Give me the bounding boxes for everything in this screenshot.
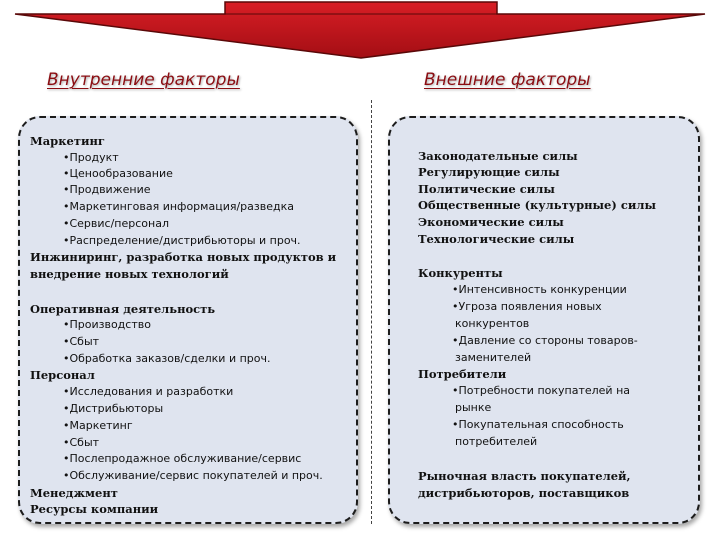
- list-item: •Продукт: [63, 151, 119, 164]
- list-item: •Маркетинг: [63, 419, 133, 432]
- external-factors-title: Внешние факторы: [424, 70, 591, 90]
- list-heading: Общественные (культурные) силы: [418, 198, 656, 212]
- list-item: •Маркетинговая информация/разведка: [63, 200, 294, 213]
- list-heading: внедрение новых технологий: [30, 267, 229, 281]
- list-item: •Обслуживание/сервис покупателей и проч.: [63, 469, 323, 482]
- list-heading: дистрибьюторов, поставщиков: [418, 486, 630, 500]
- list-heading: Конкуренты: [418, 266, 503, 280]
- list-heading: Ресурсы компании: [30, 502, 159, 516]
- list-heading: Политические силы: [418, 182, 555, 196]
- list-heading: Регулирующие силы: [418, 165, 560, 179]
- list-heading: Законодательные силы: [418, 149, 578, 163]
- list-heading: Инжиниринг, разработка новых продуктов и: [30, 250, 337, 264]
- list-heading: Персонал: [30, 368, 95, 382]
- list-item: •Давление со стороны товаров-: [452, 334, 638, 347]
- list-heading: Оперативная деятельность: [30, 302, 216, 316]
- internal-factors-title: Внутренние факторы: [47, 70, 240, 90]
- list-item: •Дистрибьюторы: [63, 402, 164, 415]
- list-heading: Рыночная власть покупателей,: [418, 469, 631, 483]
- list-item: •Сбыт: [63, 436, 100, 449]
- list-item: •Угроза появления новых: [452, 300, 602, 313]
- list-heading: Потребители: [418, 367, 507, 381]
- column-divider: [371, 100, 372, 524]
- down-arrow-icon: [0, 0, 720, 80]
- list-item: рынке: [455, 401, 492, 414]
- list-item: заменителей: [455, 351, 532, 364]
- list-item: •Исследования и разработки: [63, 385, 234, 398]
- list-item: •Сбыт: [63, 335, 100, 348]
- list-heading: Маркетинг: [30, 134, 105, 148]
- list-item: •Потребности покупателей на: [452, 384, 631, 397]
- list-item: •Ценообразование: [63, 167, 173, 180]
- list-item: •Производство: [63, 318, 151, 331]
- down-arrow: [0, 0, 720, 80]
- list-item: •Покупательная способность: [452, 418, 624, 431]
- list-item: потребителей: [455, 435, 538, 448]
- list-item: конкурентов: [455, 317, 530, 330]
- list-item: •Обработка заказов/сделки и проч.: [63, 352, 271, 365]
- list-item: •Распределение/дистрибьюторы и проч.: [63, 234, 301, 247]
- list-item: •Послепродажное обслуживание/сервис: [63, 452, 302, 465]
- list-heading: Технологические силы: [418, 232, 575, 246]
- list-heading: Менеджмент: [30, 486, 118, 500]
- list-item: •Продвижение: [63, 183, 151, 196]
- list-heading: Экономические силы: [418, 215, 564, 229]
- list-item: •Интенсивность конкуренции: [452, 283, 627, 296]
- list-item: •Сервис/персонал: [63, 217, 169, 230]
